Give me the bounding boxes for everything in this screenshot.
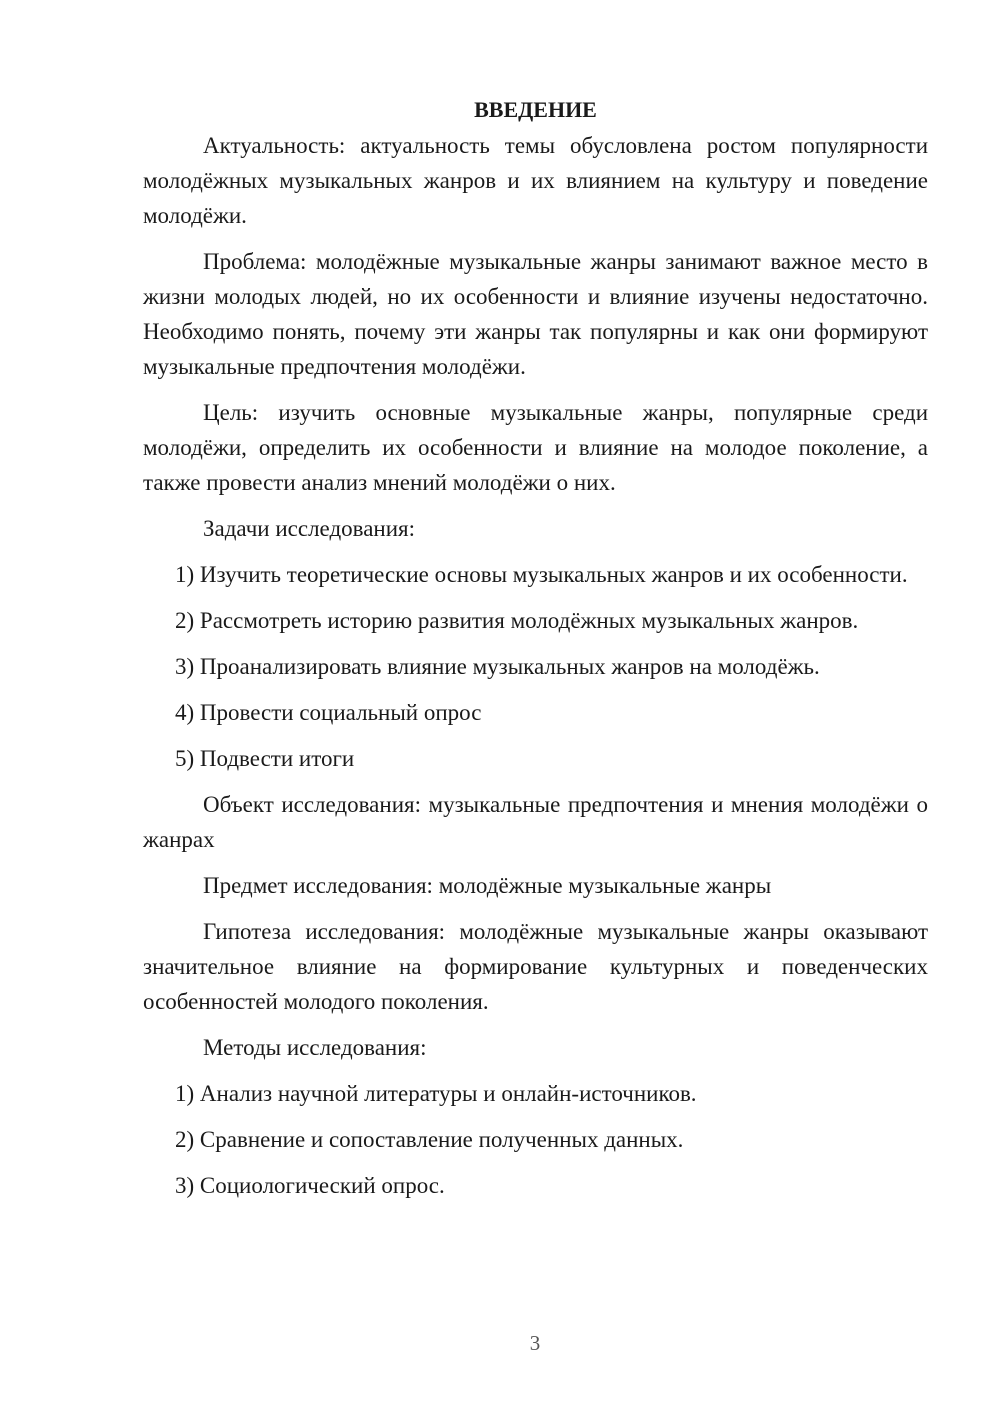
tasks-list	[143, 557, 928, 776]
page-title: ВВЕДЕНИЕ	[474, 97, 597, 122]
list-item: 2) Сравнение и сопоставление полученных данных.	[175, 1127, 684, 1152]
methods-heading: Методы исследования:	[203, 1035, 427, 1060]
list-item: 5) Подвести итоги	[175, 746, 355, 771]
tasks-heading: Задачи исследования:	[203, 516, 416, 541]
list-item: 4) Провести социальный опрос	[175, 700, 482, 725]
paragraph-hypothesis: Гипотеза исследования: молодёжные музыкальные жанры оказывают значительное влияние на формирование культурных и поведенческих особенностей молодого поколения.	[143, 919, 928, 1014]
page-number: 3	[529, 1331, 541, 1355]
paragraph-relevance: Актуальность: актуальность темы обусловлена ростом популярности молодёжных музыкальных жанров и их влиянием на культуру и поведение молодёжи.	[143, 133, 928, 228]
list-item: 2) Рассмотреть историю развития молодёжных музыкальных жанров.	[175, 608, 859, 633]
paragraph-object: Объект исследования: музыкальные предпочтения и мнения молодёжи о жанрах	[143, 792, 928, 852]
methods-list	[143, 1076, 928, 1203]
list-item: 1) Изучить теоретические основы музыкальных жанров и их особенности.	[175, 562, 908, 587]
list-item: 3) Проанализировать влияние музыкальных жанров на молодёжь.	[175, 654, 820, 679]
list-item: 1) Анализ научной литературы и онлайн-источников.	[175, 1081, 697, 1106]
document-page	[143, 92, 928, 1214]
paragraph-goal: Цель: изучить основные музыкальные жанры, популярные среди молодёжи, определить их особенности и влияние на молодое поколение, а также провести анализ мнений молодёжи о них.	[143, 400, 928, 495]
paragraph-subject: Предмет исследования: молодёжные музыкальные жанры	[203, 873, 772, 898]
list-item: 3) Социологический опрос.	[175, 1173, 445, 1198]
paragraph-problem: Проблема: молодёжные музыкальные жанры занимают важное место в жизни молодых людей, но их особенности и влияние изучены недостаточно. Необходимо понять, почему эти жанры так популярны и как они формируют музыкальные предпочтения молодёжи.	[143, 249, 928, 379]
